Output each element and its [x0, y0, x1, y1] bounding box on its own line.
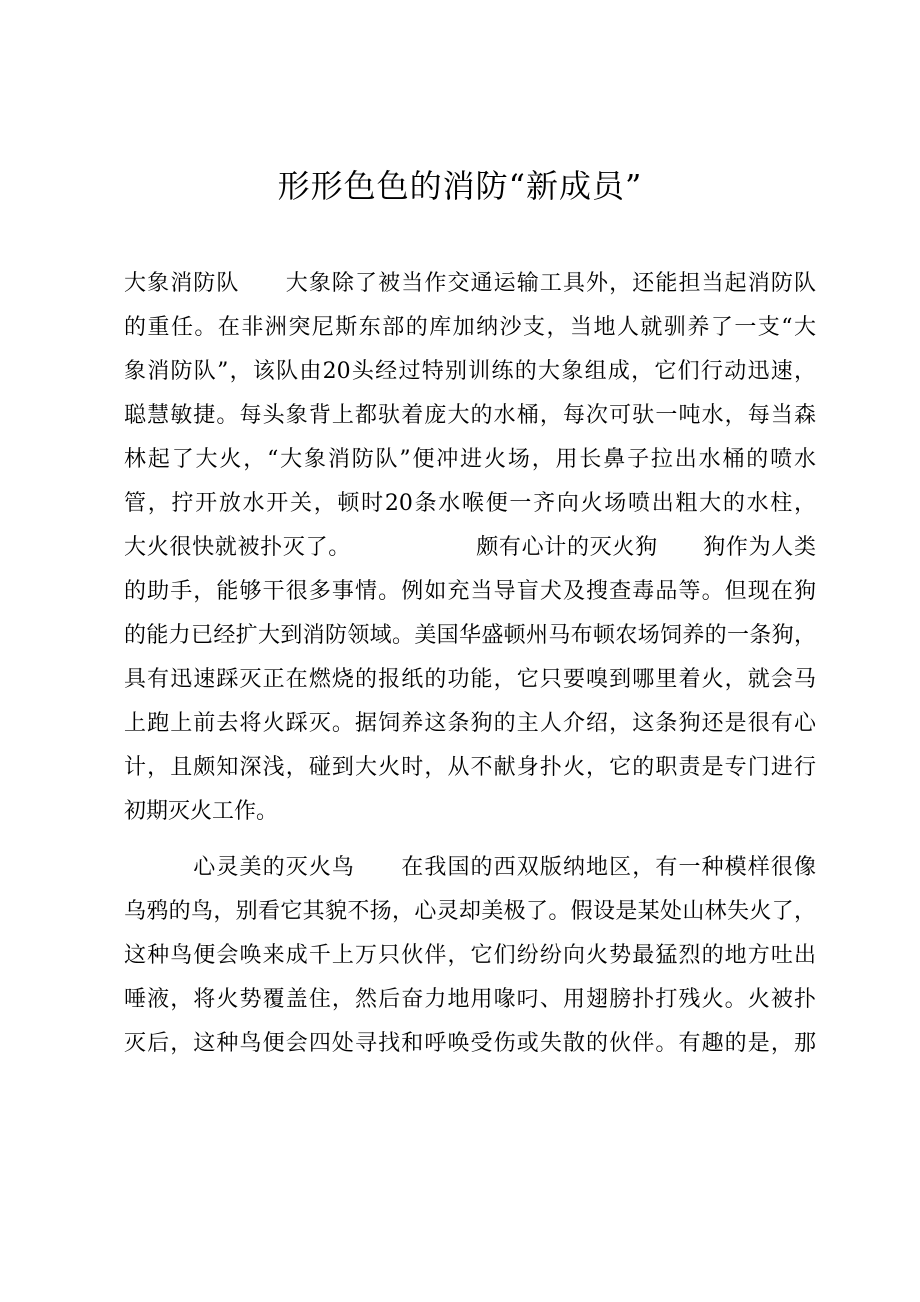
text-line: 大火很快就被扑灭了。 颇有心计的灭火狗 狗作为人类 [124, 535, 816, 560]
text-line: 初期灭火工作。 [124, 799, 279, 824]
text-line: 的能力已经扩大到消防领域。美国华盛顿州马布顿农场饲养的一条狗， [124, 623, 816, 648]
text-line: 心灵美的灭火鸟 在我国的西双版纳地区，有一种模样很像 [124, 855, 816, 880]
text-line: 具有迅速踩灭正在燃烧的报纸的功能，它只要嗅到哪里着火，就会马 [124, 667, 816, 692]
text-line: 这种鸟便会唤来成千上万只伙伴，它们纷纷向火势最猛烈的地方吐出 [124, 943, 816, 968]
text-line: 上跑上前去将火踩灭。据饲养这条狗的主人介绍，这条狗还是很有心 [124, 711, 816, 736]
text-line: 的重任。在非洲突尼斯东部的库加纳沙支，当地人就驯养了一支“大 [124, 315, 816, 340]
text-line: 乌鸦的鸟，别看它其貌不扬，心灵却美极了。假设是某处山林失火了， [124, 899, 816, 924]
text-line: 管，拧开放水开关，顿时20条水喉便一齐向火场喷出粗大的水柱， [124, 491, 816, 516]
text-line: 计，且颇知深浅，碰到大火时，从不献身扑火，它的职责是专门进行 [124, 755, 816, 780]
text-line: 的助手，能够干很多事情。例如充当导盲犬及搜查毒品等。但现在狗 [124, 579, 816, 604]
page-title: 形形色色的消防“新成员” [277, 167, 643, 205]
text-line: 聪慧敏捷。每头象背上都驮着庞大的水桶，每次可驮一吨水，每当森 [124, 403, 816, 428]
text-line: 唾液，将火势覆盖住，然后奋力地用喙叼、用翅膀扑打残火。火被扑 [124, 987, 816, 1012]
text-line: 象消防队”，该队由20头经过特别训练的大象组成，它们行动迅速， [124, 359, 816, 384]
text-line: 林起了大火，“大象消防队”便冲进火场，用长鼻子拉出水桶的喷水 [124, 447, 816, 472]
text-line: 大象消防队 大象除了被当作交通运输工具外，还能担当起消防队 [124, 271, 816, 296]
text-line: 灭后，这种鸟便会四处寻找和呼唤受伤或失散的伙伴。有趣的是，那 [124, 1031, 816, 1056]
